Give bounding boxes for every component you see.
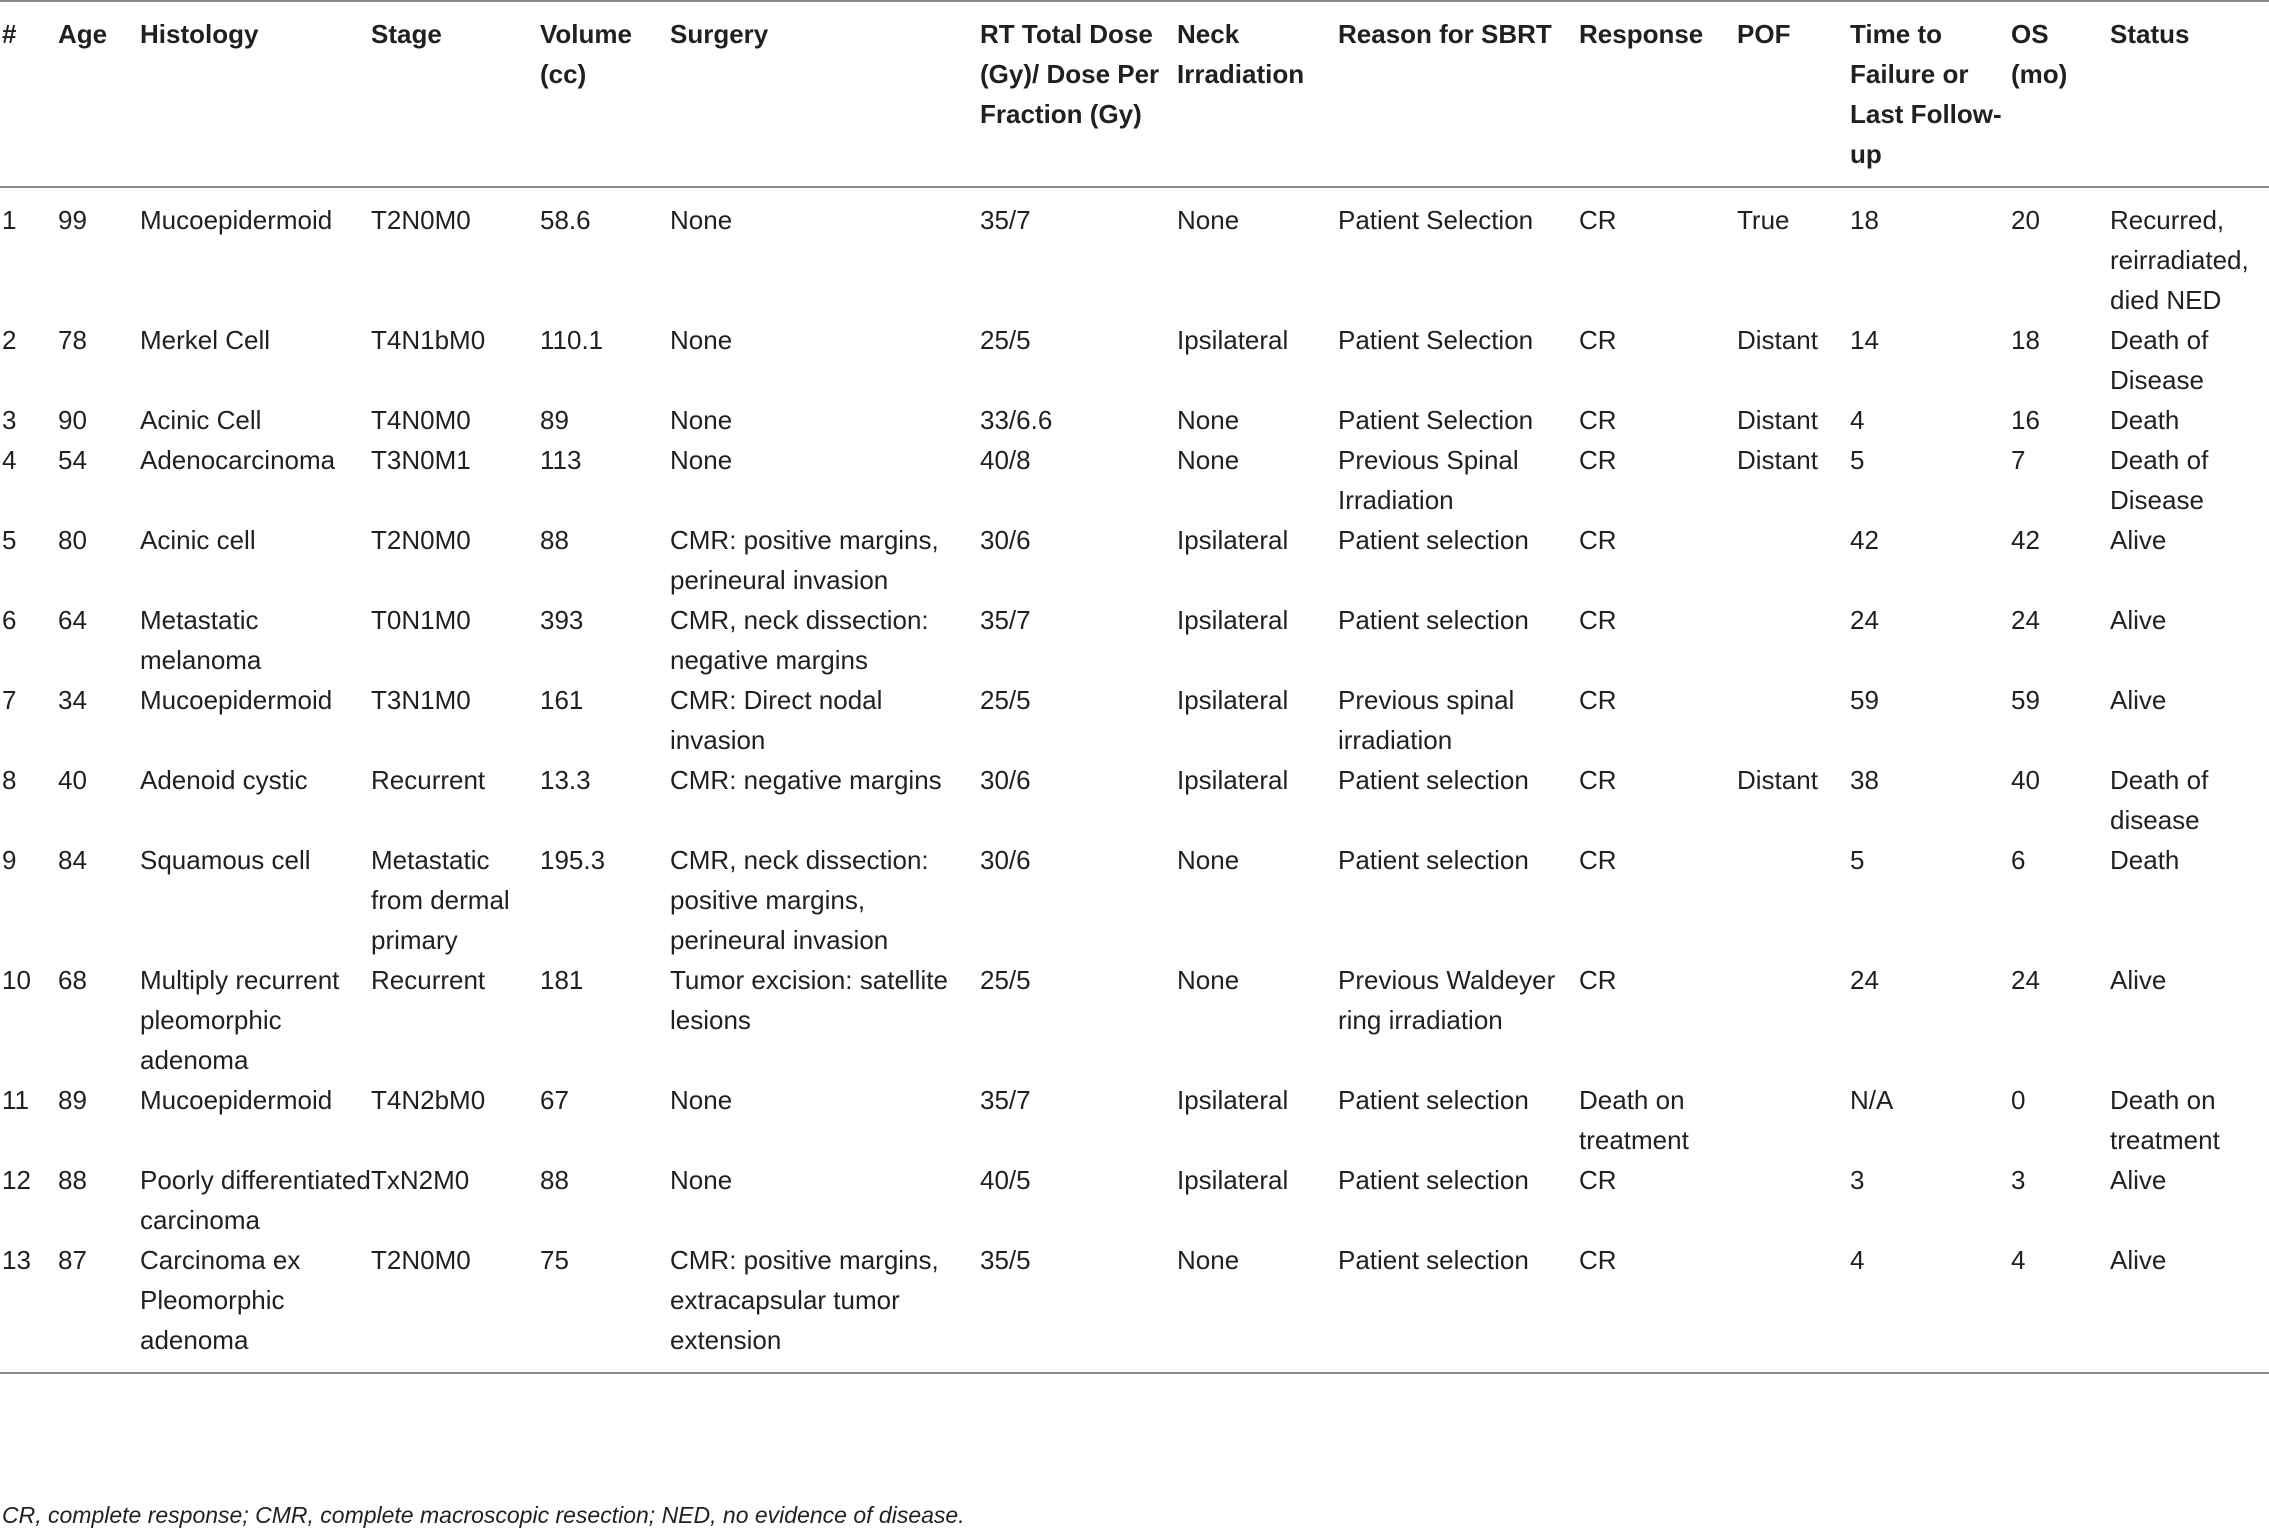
table-cell: 40/8 xyxy=(980,445,1031,475)
column-header: Response xyxy=(1579,1,1737,187)
table-cell: Death of Disease xyxy=(2110,445,2209,515)
table-row xyxy=(0,680,2269,760)
table-cell: 20 xyxy=(2011,205,2040,235)
table-cell: 84 xyxy=(58,845,87,875)
table-cell: CR xyxy=(1579,1240,1737,1373)
table-footnote: CR, complete response; CMR, complete macroscopic resection; NED, no evidence of disease. xyxy=(2,1502,965,1528)
table-cell xyxy=(1737,1080,1850,1160)
table-cell: Acinic cell xyxy=(140,525,256,555)
table-cell: CR xyxy=(1579,445,1617,475)
table-cell: Adenocarcinoma xyxy=(140,445,336,475)
table-cell: Patient selection xyxy=(1338,1085,1529,1115)
table-cell: None xyxy=(670,1085,733,1115)
column-header: Volume (cc) xyxy=(540,1,670,187)
table-cell: 13 xyxy=(0,1240,58,1373)
table-cell: Patient selection xyxy=(1338,605,1529,635)
table-cell: CMR: negative margins xyxy=(670,765,942,795)
table-row xyxy=(0,440,2269,520)
table-cell: T4N1bM0 xyxy=(371,325,486,355)
table-cell: T3N0M1 xyxy=(371,445,471,475)
table-cell: Death on treatment xyxy=(1579,1085,1689,1155)
table-row xyxy=(0,1160,2269,1240)
column-header: OS (mo) xyxy=(2011,1,2110,187)
table-cell: 75 xyxy=(540,1240,670,1373)
table-cell: 25/5 xyxy=(980,685,1031,715)
table-cell: 68 xyxy=(58,965,87,995)
table-cell: None xyxy=(1177,405,1240,435)
header-row xyxy=(0,1,2269,187)
table-cell: 30/6 xyxy=(980,765,1031,795)
table-body xyxy=(0,187,2269,1373)
table-row xyxy=(0,320,2269,400)
table-cell: 393 xyxy=(540,605,584,635)
table-cell: 6 xyxy=(2,605,17,635)
table-cell xyxy=(1737,840,1850,960)
table-row xyxy=(0,520,2269,600)
column-header: Surgery xyxy=(670,1,980,187)
table-row xyxy=(0,600,2269,680)
table-cell: 25/5 xyxy=(980,965,1031,995)
table-cell: Death of Disease xyxy=(2110,325,2209,395)
table-cell: 6 xyxy=(2011,845,2026,875)
table-cell: T4N0M0 xyxy=(371,405,471,435)
table-cell: CMR: positive margins, perineural invasion xyxy=(670,525,939,595)
table-cell: N/A xyxy=(1850,1085,1894,1115)
table-cell: Alive xyxy=(2110,965,2167,995)
table-cell: 42 xyxy=(1850,525,1879,555)
table-cell: Patient Selection xyxy=(1338,325,1534,355)
table-cell: 113 xyxy=(540,445,582,475)
table-cell: Death xyxy=(2110,405,2180,435)
table-cell: CR xyxy=(1579,525,1617,555)
column-header: Histology xyxy=(140,1,371,187)
table-cell: 67 xyxy=(540,1085,569,1115)
table-cell: 24 xyxy=(1850,605,1879,635)
table-cell: Metastatic from dermal primary xyxy=(371,845,510,955)
table-cell: 58.6 xyxy=(540,205,591,235)
table-cell: 88 xyxy=(58,1165,87,1195)
table-cell: Death xyxy=(2110,845,2180,875)
table-cell xyxy=(1737,1240,1850,1373)
table-cell xyxy=(1737,520,1850,600)
table-cell: 99 xyxy=(58,205,87,235)
table-cell: 11 xyxy=(2,1085,29,1115)
table-cell: CMR: positive margins, extracapsular tumor extension xyxy=(670,1240,980,1373)
table-row xyxy=(0,840,2269,960)
table-cell: Ipsilateral xyxy=(1177,1085,1289,1115)
table-cell: Distant xyxy=(1737,325,1818,355)
table-cell: 161 xyxy=(540,685,584,715)
table-cell: 40/5 xyxy=(980,1165,1031,1195)
table-cell: 195.3 xyxy=(540,845,606,875)
table-cell: 80 xyxy=(58,525,87,555)
table-cell: Alive xyxy=(2110,1165,2167,1195)
table-cell: Distant xyxy=(1737,765,1818,795)
table-cell: Ipsilateral xyxy=(1177,685,1289,715)
table-cell: 89 xyxy=(540,405,569,435)
table-cell: 38 xyxy=(1850,765,1879,795)
table-cell: Merkel Cell xyxy=(140,325,271,355)
table-cell xyxy=(1737,1160,1850,1240)
table-row xyxy=(0,1080,2269,1160)
table-cell: Patient selection xyxy=(1338,1240,1579,1373)
table-cell: 10 xyxy=(2,965,31,995)
table-cell: 59 xyxy=(2011,685,2040,715)
table-cell: 30/6 xyxy=(980,845,1031,875)
table-cell: 24 xyxy=(2011,605,2040,635)
table-cell: 35/7 xyxy=(980,605,1031,635)
table-cell: Adenoid cystic xyxy=(140,765,308,795)
table-cell: T4N2bM0 xyxy=(371,1085,486,1115)
table-cell xyxy=(1737,680,1850,760)
table-cell: 7 xyxy=(2,685,17,715)
table-cell: 64 xyxy=(58,605,87,635)
table-cell: None xyxy=(670,205,733,235)
table-cell: Tumor excision: satellite lesions xyxy=(670,965,948,1035)
table-cell: 2 xyxy=(2,325,17,355)
table-cell: 87 xyxy=(58,1240,140,1373)
table-cell: 8 xyxy=(2,765,17,795)
table-cell: Recurred, reirradiated, died NED xyxy=(2110,205,2249,315)
table-cell: 4 xyxy=(2011,1240,2110,1373)
table-cell: Previous Spinal Irradiation xyxy=(1338,445,1519,515)
table-cell: 3 xyxy=(1850,1165,1865,1195)
table-cell: 90 xyxy=(58,405,87,435)
table-cell: Ipsilateral xyxy=(1177,605,1289,635)
table-cell: CR xyxy=(1579,845,1617,875)
table-cell: Previous spinal irradiation xyxy=(1338,685,1515,755)
column-header: Reason for SBRT xyxy=(1338,1,1579,187)
table-cell: 181 xyxy=(540,965,584,995)
table-cell: CR xyxy=(1579,205,1617,235)
table-cell: Distant xyxy=(1737,405,1818,435)
table-cell xyxy=(1737,600,1850,680)
table-cell: 5 xyxy=(1850,845,1865,875)
table-cell: T0N1M0 xyxy=(371,605,471,635)
table-cell: Distant xyxy=(1737,445,1818,475)
table-cell: None xyxy=(1177,205,1240,235)
table-cell: Carcinoma ex Pleomorphic adenoma xyxy=(140,1240,371,1373)
table-cell: 40 xyxy=(2011,765,2040,795)
table-cell: None xyxy=(1177,1240,1338,1373)
table-cell: 78 xyxy=(58,325,87,355)
table-cell: None xyxy=(1177,445,1240,475)
table-cell: 35/7 xyxy=(980,205,1031,235)
table-cell: 54 xyxy=(58,445,87,475)
table-cell: Patient selection xyxy=(1338,525,1529,555)
table-cell: Alive xyxy=(2110,525,2167,555)
table-header xyxy=(0,1,2269,187)
table-cell: Recurrent xyxy=(371,965,486,995)
table-cell xyxy=(1737,960,1850,1080)
table-cell: Patient selection xyxy=(1338,1165,1529,1195)
column-header: # xyxy=(0,1,58,187)
table-cell: CR xyxy=(1579,325,1617,355)
column-header: POF xyxy=(1737,1,1850,187)
table-cell: Patient Selection xyxy=(1338,405,1534,435)
table-cell: Poorly differentiated carcinoma xyxy=(140,1165,371,1235)
table-cell: CR xyxy=(1579,1165,1617,1195)
table-row xyxy=(0,187,2269,320)
table-cell: 34 xyxy=(58,685,87,715)
table-cell: T2N0M0 xyxy=(371,525,471,555)
table-cell: None xyxy=(670,405,733,435)
table-cell: 110.1 xyxy=(540,325,604,355)
table-cell: CMR, neck dissection: positive margins, perineural invasion xyxy=(670,845,929,955)
table-cell: TxN2M0 xyxy=(371,1165,470,1195)
table-cell: Death of disease xyxy=(2110,765,2209,835)
table-row xyxy=(0,1240,2269,1373)
table-cell: Alive xyxy=(2110,605,2167,635)
table-cell: 18 xyxy=(2011,325,2040,355)
table-cell: T3N1M0 xyxy=(371,685,471,715)
table-cell: Patient Selection xyxy=(1338,205,1534,235)
table-cell: Mucoepidermoid xyxy=(140,685,333,715)
table-cell: T2N0M0 xyxy=(371,1240,540,1373)
table-cell: True xyxy=(1737,205,1790,235)
table-cell: 89 xyxy=(58,1085,87,1115)
table-cell: Ipsilateral xyxy=(1177,525,1289,555)
table-cell: 4 xyxy=(1850,1240,2011,1373)
table-cell: T2N0M0 xyxy=(371,205,471,235)
table-cell: 30/6 xyxy=(980,525,1031,555)
table-cell: CR xyxy=(1579,405,1617,435)
table-cell: None xyxy=(1177,965,1240,995)
table-cell: 3 xyxy=(2011,1165,2026,1195)
table-cell: 16 xyxy=(2011,405,2040,435)
table-cell: 59 xyxy=(1850,685,1879,715)
table-cell: Mucoepidermoid xyxy=(140,205,333,235)
table-cell: CR xyxy=(1579,965,1617,995)
table-cell: 18 xyxy=(1850,205,1879,235)
table-row xyxy=(0,760,2269,840)
table-cell: Mucoepidermoid xyxy=(140,1085,333,1115)
column-header: Neck Irradiation xyxy=(1177,1,1338,187)
table-cell: 88 xyxy=(540,1165,569,1195)
table-cell: 33/6.6 xyxy=(980,405,1053,435)
table-cell: Metastatic melanoma xyxy=(140,605,262,675)
table-cell: CR xyxy=(1579,765,1617,795)
table-cell: 35/5 xyxy=(980,1240,1177,1373)
table-cell: 5 xyxy=(1850,445,1865,475)
table-cell: Ipsilateral xyxy=(1177,1165,1289,1195)
table-cell: 9 xyxy=(2,845,17,875)
table-cell: None xyxy=(670,325,733,355)
table-cell: CR xyxy=(1579,685,1617,715)
table-cell: CMR, neck dissection: negative margins xyxy=(670,605,929,675)
table-cell: CMR: Direct nodal invasion xyxy=(670,685,883,755)
table-cell: 5 xyxy=(2,525,17,555)
table-cell: Patient selection xyxy=(1338,765,1529,795)
table-cell: Ipsilateral xyxy=(1177,325,1289,355)
table-cell: Squamous cell xyxy=(140,845,311,875)
table-cell: 35/7 xyxy=(980,1085,1031,1115)
table-cell: 13.3 xyxy=(540,765,591,795)
table-cell: 7 xyxy=(2011,445,2026,475)
table-cell: Acinic Cell xyxy=(140,405,262,435)
table-cell: 12 xyxy=(2,1165,31,1195)
table-cell: 0 xyxy=(2011,1085,2026,1115)
table-cell: Patient selection xyxy=(1338,845,1529,875)
table-cell: 88 xyxy=(540,525,569,555)
column-header: Status xyxy=(2110,1,2269,187)
table-cell: None xyxy=(670,445,733,475)
table-row xyxy=(0,960,2269,1080)
table-cell: 24 xyxy=(2011,965,2040,995)
table-cell: 40 xyxy=(58,765,87,795)
table-cell: Recurrent xyxy=(371,765,486,795)
table-cell: 42 xyxy=(2011,525,2040,555)
column-header: RT Total Dose (Gy)/ Dose Per Fraction (Gy) xyxy=(980,1,1177,187)
table-cell: 14 xyxy=(1850,325,1879,355)
table-cell: 24 xyxy=(1850,965,1879,995)
table-cell: Alive xyxy=(2110,1240,2269,1373)
table-cell: Multiply recurrent pleomorphic adenoma xyxy=(140,965,340,1075)
table-cell: Previous Waldeyer ring irradiation xyxy=(1338,965,1556,1035)
table-cell: Death on treatment xyxy=(2110,1085,2220,1155)
table-cell: 25/5 xyxy=(980,325,1031,355)
table-cell: 4 xyxy=(2,445,17,475)
table-row xyxy=(0,400,2269,440)
table-cell: 4 xyxy=(1850,405,1865,435)
table-cell: None xyxy=(670,1165,733,1195)
table-cell: CR xyxy=(1579,605,1617,635)
column-header: Time to Failure or Last Follow-up xyxy=(1850,1,2011,187)
table-cell: Alive xyxy=(2110,685,2167,715)
table-cell: 1 xyxy=(2,205,17,235)
table-cell: 3 xyxy=(2,405,17,435)
column-header: Age xyxy=(58,1,140,187)
column-header: Stage xyxy=(371,1,540,187)
table-cell: None xyxy=(1177,845,1240,875)
table-cell: Ipsilateral xyxy=(1177,765,1289,795)
